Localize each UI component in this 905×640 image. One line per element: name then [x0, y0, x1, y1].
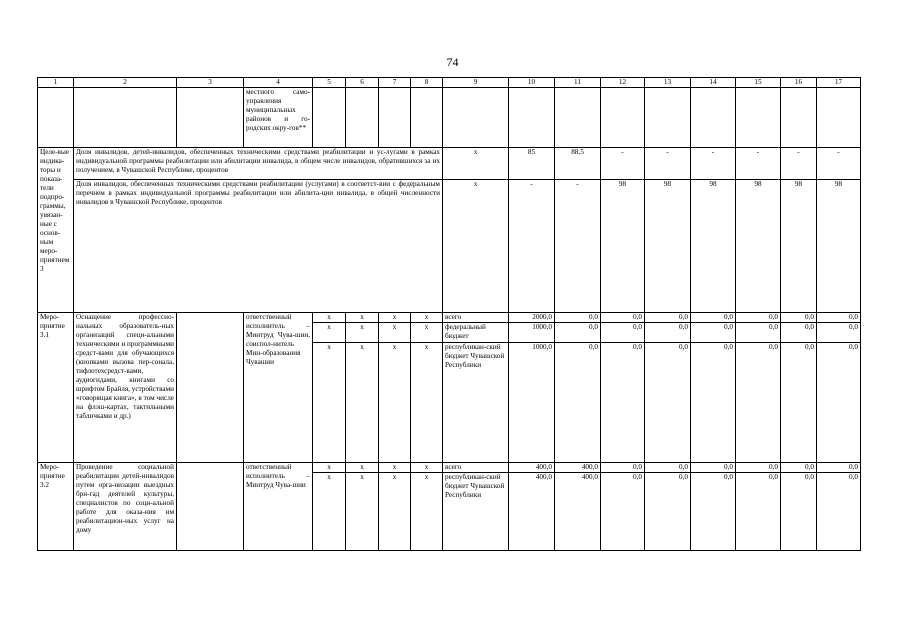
funding-source: республикан-ский бюджет Чувашской Республики: [443, 343, 509, 463]
table-cell: х: [313, 463, 346, 473]
table-cell: 98: [736, 180, 781, 313]
continuation-executor: местного само-управления муниципальных районов и го-родских окру-гов**: [244, 88, 313, 148]
header-cell: 2: [74, 78, 177, 88]
table-cell: 0,0: [736, 463, 781, 473]
header-cell: 8: [411, 78, 443, 88]
table-cell: 0,0: [691, 323, 736, 343]
table-cell: 88,5: [555, 148, 601, 180]
target-row: [38, 148, 861, 180]
program-table: [37, 77, 861, 551]
table-cell: 0,0: [601, 473, 645, 551]
table-cell: 85: [509, 148, 555, 180]
header-row: [38, 78, 861, 88]
table-cell: х: [443, 148, 509, 180]
table-cell: х: [411, 323, 443, 343]
table-cell: 0,0: [817, 313, 861, 323]
header-cell: 11: [555, 78, 601, 88]
table-cell: 0,0: [817, 323, 861, 343]
table-cell: 0,0: [817, 463, 861, 473]
table-cell: 0,0: [781, 343, 817, 463]
table-cell: -: [645, 148, 691, 180]
table-cell: 1000,0: [509, 323, 555, 343]
table-cell: 400,0: [555, 473, 601, 551]
table-cell: 0,0: [555, 313, 601, 323]
table-cell: 98: [817, 180, 861, 313]
measure-name: Проведение социальной реабилитации детей-инвалидов путем орга-низации выездных бри-гад деятелей культуры, специалистов по соци-альной работе для оказа-ния им реабилитацион-ных услуг на дому: [74, 463, 177, 551]
table-cell: 0,0: [781, 323, 817, 343]
table-cell: 1000,0: [509, 343, 555, 463]
header-cell: 4: [244, 78, 313, 88]
measure-name: Оснащение профессио-нальных образователь-ных организаций специ-альными техническими и программными средст-вами для обучающихся (кнопками вызова пер-сонала, тифлотехсредст-вами, аудиогидами, книгами со шрифтом Брайля, устройствами «говорящая книга», в том числе на флэш-картах, тактильными табличками и др.): [74, 313, 177, 463]
measure-label: Меро-приятие 3.1: [38, 313, 74, 463]
header-cell: 16: [781, 78, 817, 88]
table-cell: -: [601, 148, 645, 180]
header-cell: 1: [38, 78, 74, 88]
table-cell: х: [411, 473, 443, 551]
table-cell: 400,0: [555, 463, 601, 473]
table-cell: 0,0: [645, 313, 691, 323]
measure-executor: ответственный исполнитель – Минтруд Чува-шии: [244, 463, 313, 551]
table-cell: х: [346, 323, 379, 343]
table-cell: 0,0: [601, 313, 645, 323]
header-cell: 3: [177, 78, 244, 88]
table-cell: 0,0: [645, 473, 691, 551]
table-cell: -: [509, 180, 555, 313]
funding-source: всего: [443, 313, 509, 323]
table-cell: 0,0: [781, 473, 817, 551]
targets-label: Целе-вые индика-торы и показа-тели подпро-граммы, увязан-ные с основ-ным меро-приятием 3: [38, 148, 74, 313]
table-cell: 98: [691, 180, 736, 313]
table-cell: 400,0: [509, 473, 555, 551]
table-cell: -: [781, 148, 817, 180]
header-cell: 17: [817, 78, 861, 88]
table-cell: х: [411, 343, 443, 463]
table-cell: х: [346, 343, 379, 463]
header-cell: 12: [601, 78, 645, 88]
table-cell: 2000,0: [509, 313, 555, 323]
table-cell: 0,0: [736, 343, 781, 463]
measure-row: [38, 313, 861, 323]
header-cell: 10: [509, 78, 555, 88]
table-cell: 0,0: [736, 323, 781, 343]
table-cell: 0,0: [691, 463, 736, 473]
table-cell: х: [379, 313, 411, 323]
table-cell: -: [555, 180, 601, 313]
header-cell: 7: [379, 78, 411, 88]
table-cell: х: [379, 473, 411, 551]
header-cell: 13: [645, 78, 691, 88]
funding-source: федеральный бюджет: [443, 323, 509, 343]
table-cell: 400,0: [509, 463, 555, 473]
table-cell: 0,0: [645, 463, 691, 473]
table-cell: х: [346, 473, 379, 551]
header-cell: 6: [346, 78, 379, 88]
target-row: [38, 180, 861, 313]
table-cell: 0,0: [817, 343, 861, 463]
table-cell: 0,0: [691, 313, 736, 323]
funding-source: всего: [443, 463, 509, 473]
measure-label: Меро-приятие 3.2: [38, 463, 74, 551]
table-cell: х: [346, 463, 379, 473]
table-cell: 0,0: [691, 343, 736, 463]
table-cell: 0,0: [601, 323, 645, 343]
table-cell: х: [313, 313, 346, 323]
table-cell: 0,0: [691, 473, 736, 551]
target-text: Доля инвалидов, обеспеченных техническими средствами реабилитации (услугами) в соответст-вии с федеральным перечнем в рамках индивидуальной программы реабилитации или абилита-ции инвалида, в общей численности инвалидов в Чувашской Республике, процентов: [74, 180, 443, 313]
table-cell: 0,0: [817, 473, 861, 551]
table-cell: 0,0: [601, 463, 645, 473]
table-cell: 98: [601, 180, 645, 313]
table-cell: х: [443, 180, 509, 313]
table-cell: х: [313, 343, 346, 463]
continuation-row: [38, 88, 861, 148]
table-cell: 0,0: [555, 323, 601, 343]
table-cell: х: [379, 343, 411, 463]
page-number: 74: [446, 55, 459, 69]
table-cell: 98: [781, 180, 817, 313]
header-cell: 5: [313, 78, 346, 88]
measure-row: [38, 463, 861, 473]
table-cell: 0,0: [601, 343, 645, 463]
header-cell: 14: [691, 78, 736, 88]
header-cell: 9: [443, 78, 509, 88]
table-cell: 0,0: [555, 343, 601, 463]
table-cell: х: [411, 313, 443, 323]
funding-source: республикан-ский бюджет Чувашской Республики: [443, 473, 509, 551]
table-cell: 0,0: [645, 343, 691, 463]
table-cell: х: [411, 463, 443, 473]
table-cell: х: [346, 313, 379, 323]
table-cell: 0,0: [781, 463, 817, 473]
table-cell: 98: [645, 180, 691, 313]
table-cell: -: [817, 148, 861, 180]
table-cell: 0,0: [645, 323, 691, 343]
table-cell: х: [379, 463, 411, 473]
measure-executor: ответственный исполнитель – Минтруд Чува-шии, соиспол-нитель Мин-образования Чувашии: [244, 313, 313, 463]
table-cell: -: [736, 148, 781, 180]
table-cell: -: [691, 148, 736, 180]
table-cell: 0,0: [736, 473, 781, 551]
target-text: Доля инвалидов, детей-инвалидов, обеспеченных техническими средствами реабилитации и ус-лугами в рамках индивидуальной программы реабилитации или абилитации инвалида, в общем числе инвалидов, обратившихся за их получением, в Чувашской Республике, процентов: [74, 148, 443, 180]
table-cell: х: [379, 323, 411, 343]
table-cell: х: [313, 473, 346, 551]
header-cell: 15: [736, 78, 781, 88]
table-cell: х: [313, 323, 346, 343]
table-cell: 0,0: [736, 313, 781, 323]
table-cell: 0,0: [781, 313, 817, 323]
